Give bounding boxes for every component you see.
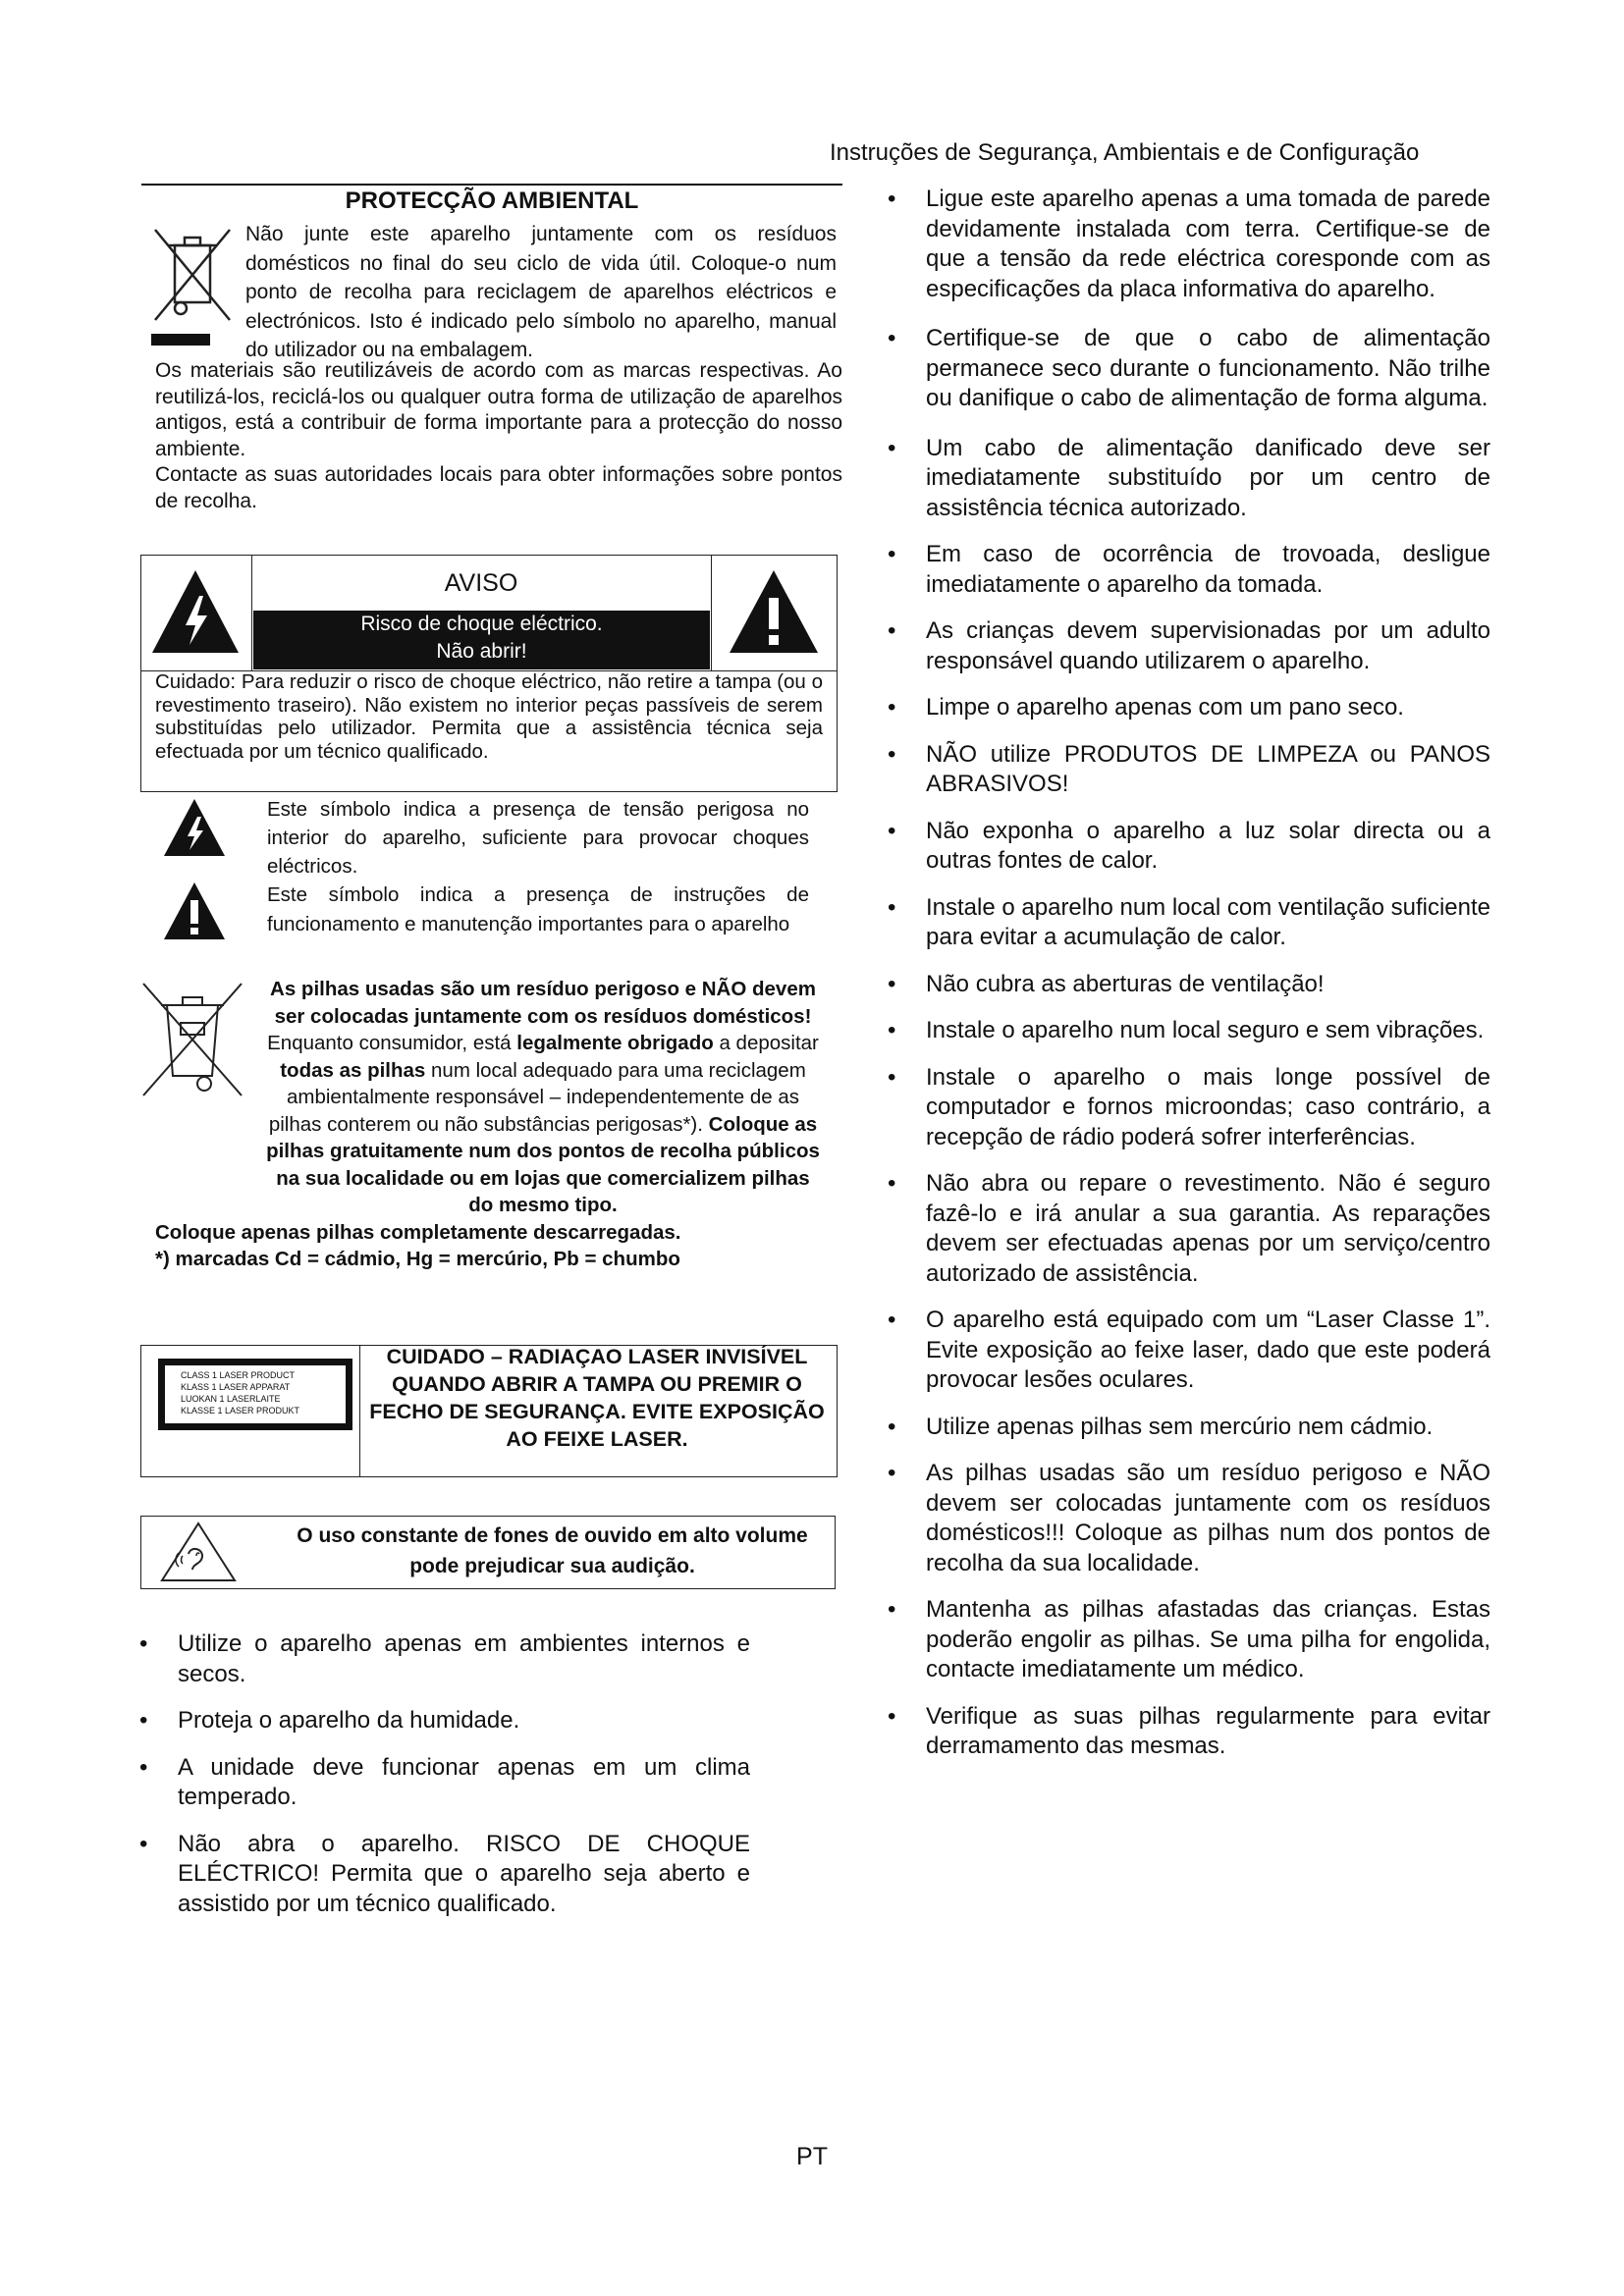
warning-line-2: Não abrir! — [436, 640, 527, 663]
laser-class-label — [157, 1358, 353, 1431]
list-item: • Verifique as suas pilhas regularmente para evitar derramamento das mesmas. — [870, 1702, 1490, 1762]
left-bullet-list — [122, 1629, 750, 1936]
battery-hazard-text: As pilhas usadas são um resíduo perigoso e NÃO devem ser colocadas juntamente com os resíduos domésticos! — [270, 978, 816, 1028]
materials-text: Os materiais são reutilizáveis de acordo com as marcas respectivas. Ao reutilizá-los, reciclá-los ou qualquer outra forma de utilização de aparelhos antigos, está a contribuir de forma importante para a protecção do nosso ambiente. — [155, 359, 842, 460]
caution-text: Cuidado: Para reduzir o risco de choque eléctrico, não retire a tampa (ou o revestimento traseiro). Não existem no interior peças passíveis de serem substituídas pelo utilizador. Permita que a assistência técnica seja efectuada por um técnico qualificado. — [155, 670, 823, 763]
laser-label-line: KLASS 1 LASER APPARAT — [181, 1382, 291, 1392]
battery-intro — [155, 976, 821, 1219]
list-item: • Proteja o aparelho da humidade. — [122, 1706, 750, 1736]
list-item: • O aparelho está equipado com um “Laser Classe 1”. Evite exposição ao feixe laser, dado que este poderá provocar lesões oculares. — [870, 1306, 1490, 1396]
environment-title: PROTECÇÃO AMBIENTAL — [141, 184, 842, 215]
laser-warning-text: CUIDADO – RADIAÇAO LASER INVISÍVEL QUANDO ABRIR A TAMPA OU PREMIR O FECHO DE SEGURANÇA. EVITE EXPOSIÇÃO AO FEIXE LASER. — [369, 1345, 825, 1451]
laser-divider — [359, 1345, 360, 1477]
battery-recycling-text: num local adequado para uma reciclagem ambientalmente responsável – independentemente de as pilhas conterem ou não substâncias perigosas*). — [268, 1058, 806, 1136]
contact-text: Contacte as suas autoridades locais para obter informações sobre pontos de recolha. — [155, 463, 842, 512]
battery-deposit-text: a depositar — [713, 1032, 819, 1054]
battery-discharged-text: Coloque apenas pilhas completamente descarregadas. — [155, 1220, 681, 1244]
list-item: • Mantenha as pilhas afastadas das crianças. Estas poderão engolir as pilhas. Se uma pilha for engolida, contacte imediatamente um médico. — [870, 1595, 1490, 1685]
lightning-warning-icon — [140, 555, 251, 670]
laser-label-line: CLASS 1 LASER PRODUCT — [181, 1370, 296, 1380]
lightning-symbol-icon — [162, 795, 227, 860]
page-number: PT — [796, 2143, 828, 2170]
list-item: • Em caso de ocorrência de trovoada, desligue imediatamente o aparelho da tomada. — [870, 540, 1490, 600]
battery-obligation-text: legalmente obrigado — [516, 1032, 714, 1054]
exclamation-symbol-icon — [162, 879, 227, 943]
list-item: • Um cabo de alimentação danificado deve ser imediatamente substituído por um centro de assistência técnica autorizado. — [870, 434, 1490, 524]
list-item: • Instale o aparelho o mais longe possível de computador e fornos microondas; caso contrário, a recepção de rádio poderá sofrer interferências. — [870, 1063, 1490, 1153]
right-bullet-list — [870, 185, 1490, 1762]
list-item: • Utilize apenas pilhas sem mercúrio nem cádmio. — [870, 1413, 1490, 1443]
hearing-warning-text: O uso constante de fones de ouvido em alto volume pode prejudicar sua audição. — [297, 1524, 808, 1577]
list-item: • Limpe o aparelho apenas com um pano seco. — [870, 693, 1490, 723]
battery-consumer-text: Enquanto consumidor, está — [267, 1032, 517, 1054]
list-item: • A unidade deve funcionar apenas em um clima temperado. — [122, 1753, 750, 1813]
list-item: • Não abra ou repare o revestimento. Não é seguro fazê-lo e irá anular a sua garantia. As reparações devem ser efectuadas apenas por um serviço/centro autorizado de assistência. — [870, 1169, 1490, 1289]
list-item: • Certifique-se de que o cabo de alimentação permanece seco durante o funcionamento. Não trilhe ou danifique o cabo de alimentação de forma alguma. — [870, 324, 1490, 414]
instructions-symbol-text: Este símbolo indica a presença de instruções de funcionamento e manutenção importantes para o aparelho — [267, 883, 809, 935]
environment-text-2 — [155, 358, 842, 514]
weee-bin-icon — [147, 218, 236, 346]
list-item: • Instale o aparelho num local com ventilação suficiente para evitar a acumulação de calor. — [870, 893, 1490, 953]
battery-collection-text: Coloque as pilhas gratuitamente num dos pontos de recolha públicos na sua localidade ou em lojas que comercializem pilhas do mesmo tipo. — [266, 1112, 820, 1216]
voltage-symbol-text: Este símbolo indica a presença de tensão perigosa no interior do aparelho, suficiente para provocar choques eléctricos. — [267, 798, 809, 878]
battery-footnote: *) marcadas Cd = cádmio, Hg = mercúrio, Pb = chumbo — [155, 1248, 680, 1270]
hearing-warning-icon — [159, 1521, 238, 1583]
list-item: • NÃO utilize PRODUTOS DE LIMPEZA ou PANOS ABRASIVOS! — [870, 740, 1490, 800]
list-item: • As pilhas usadas são um resíduo perigoso e NÃO devem ser colocadas juntamente com os resíduos domésticos!!! Coloque as pilhas num dos pontos de recolha da sua localidade. — [870, 1459, 1490, 1578]
exclamation-warning-icon — [712, 555, 837, 670]
laser-label-line: KLASSE 1 LASER PRODUKT — [181, 1406, 300, 1415]
environment-text: Não junte este aparelho juntamente com os resíduos domésticos no final do seu ciclo de vida útil. Coloque-o num ponto de recolha para reciclagem de aparelhos eléctricos e electrónicos. Isto é indicado pelo símbolo no aparelho, manual do utilizador ou na embalagem. — [245, 223, 837, 361]
list-item: • Não abra o aparelho. RISCO DE CHOQUE ELÉCTRICO! Permita que o aparelho seja aberto e assistido por um técnico qualificado. — [122, 1830, 750, 1920]
page-header: Instruções de Segurança, Ambientais e de Configuração — [830, 139, 1420, 166]
warning-line-1: Risco de choque eléctrico. — [360, 613, 603, 635]
list-item: • Ligue este aparelho apenas a uma tomada de parede devidamente instalada com terra. Certifique-se de que a tensão da rede eléctrica coresponde com as especificações da placa informativa do aparelho. — [870, 185, 1490, 304]
battery-text — [155, 976, 821, 1273]
battery-all-text: todas as pilhas — [280, 1058, 426, 1082]
warning-right-cell — [711, 555, 837, 670]
warning-black-banner — [253, 611, 710, 669]
list-item: • Instale o aparelho num local seguro e sem vibrações. — [870, 1016, 1490, 1046]
list-item: • Não exponha o aparelho a luz solar directa ou a outras fontes de calor. — [870, 817, 1490, 877]
warning-left-cell — [140, 555, 252, 670]
list-item: • Não cubra as aberturas de ventilação! — [870, 970, 1490, 1000]
list-item: • Utilize o aparelho apenas em ambientes internos e secos. — [122, 1629, 750, 1689]
list-item: • As crianças devem supervisionadas por um adulto responsável quando utilizarem o aparelho. — [870, 616, 1490, 676]
warning-title: AVISO — [444, 569, 518, 597]
laser-label-text — [181, 1369, 299, 1416]
laser-label-line: LUOKAN 1 LASERLAITE — [181, 1394, 281, 1404]
